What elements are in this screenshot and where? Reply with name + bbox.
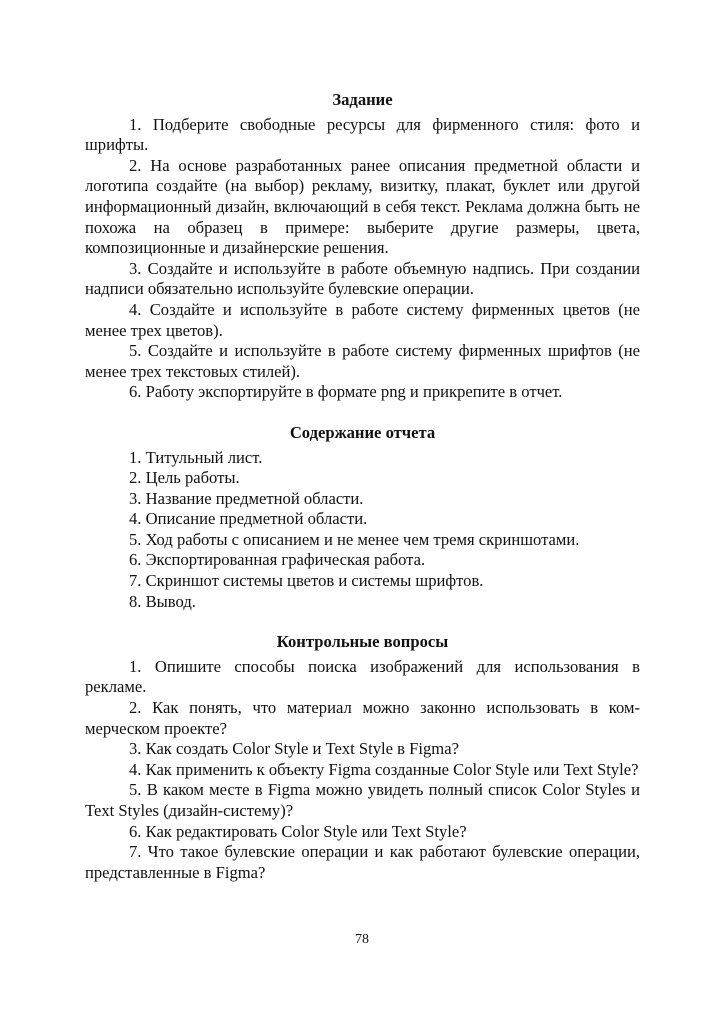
section-heading: Содержание отчета <box>289 422 436 442</box>
section-report-contents <box>85 423 640 612</box>
list-item: 6. Экспортированная графическая работа. <box>129 550 426 570</box>
list-item: 1. Подберите свободные ресурсы для фирменного стиля: фото и шрифты. <box>85 114 640 155</box>
section-heading: Задание <box>332 90 393 109</box>
list-item: 4. Как применить к объекту Figma созданные Color Style или Text Style? <box>129 759 639 779</box>
list-item: 5. В каком месте в Figma можно увидеть полный список Color Styles и Text Styles (дизайн-систему)? <box>85 780 640 820</box>
list-item: 5. Создайте и используйте в работе систему фирменных шрифтов (не менее трех текстовых стилей). <box>85 341 640 381</box>
page-content <box>85 90 640 883</box>
list-item: 3. Название предметной области. <box>129 488 364 508</box>
list-item: 2. На основе разработанных ранее описания предметной области и логотипа создайте (на выбор) рекламу, визитку, плакат, буклет или другой информационный дизайн, включающий в себя текст. Реклама должна быть не похожа на образец в примере: выберите другие размеры, цвета, композиционные и дизайнерские решения. <box>85 155 640 258</box>
list-item: 3. Создайте и используйте в работе объемную надпись. При создании надписи обязательно используйте булевские операции. <box>85 258 640 299</box>
section-control-questions <box>85 632 640 883</box>
list-item: 2. Цель работы. <box>129 468 240 488</box>
list-item: 1. Опишите способы поиска изображений для использования в рекламе. <box>85 656 640 697</box>
list-item: 3. Как создать Color Style и Text Style в Figma? <box>129 739 459 759</box>
list-item: 1. Титульный лист. <box>129 447 263 467</box>
list-item: 7. Скриншот системы цветов и системы шрифтов. <box>129 571 484 591</box>
list-item: 6. Работу экспортируйте в формате png и прикрепите в отчет. <box>129 382 563 402</box>
list-item: 8. Вывод. <box>129 591 196 611</box>
list-item: 5. Ход работы с описанием и не менее чем тремя скриншотами. <box>129 529 580 549</box>
section-assignment <box>85 90 640 403</box>
section-heading: Контрольные вопросы <box>276 632 449 652</box>
list-item: 7. Что такое булевские операции и как работают булевские операции, представленные в Figma? <box>85 842 640 882</box>
list-item: 4. Создайте и используйте в работе систему фирменных цветов (не менее трех цветов). <box>85 299 640 340</box>
list-item: 2. Как понять, что материал можно законно использовать в коммерческом проекте? <box>85 698 640 738</box>
list-item: 4. Описание предметной области. <box>129 509 368 529</box>
page-number: 78 <box>355 932 369 947</box>
list-item: 6. Как редактировать Color Style или Text Style? <box>129 821 467 841</box>
